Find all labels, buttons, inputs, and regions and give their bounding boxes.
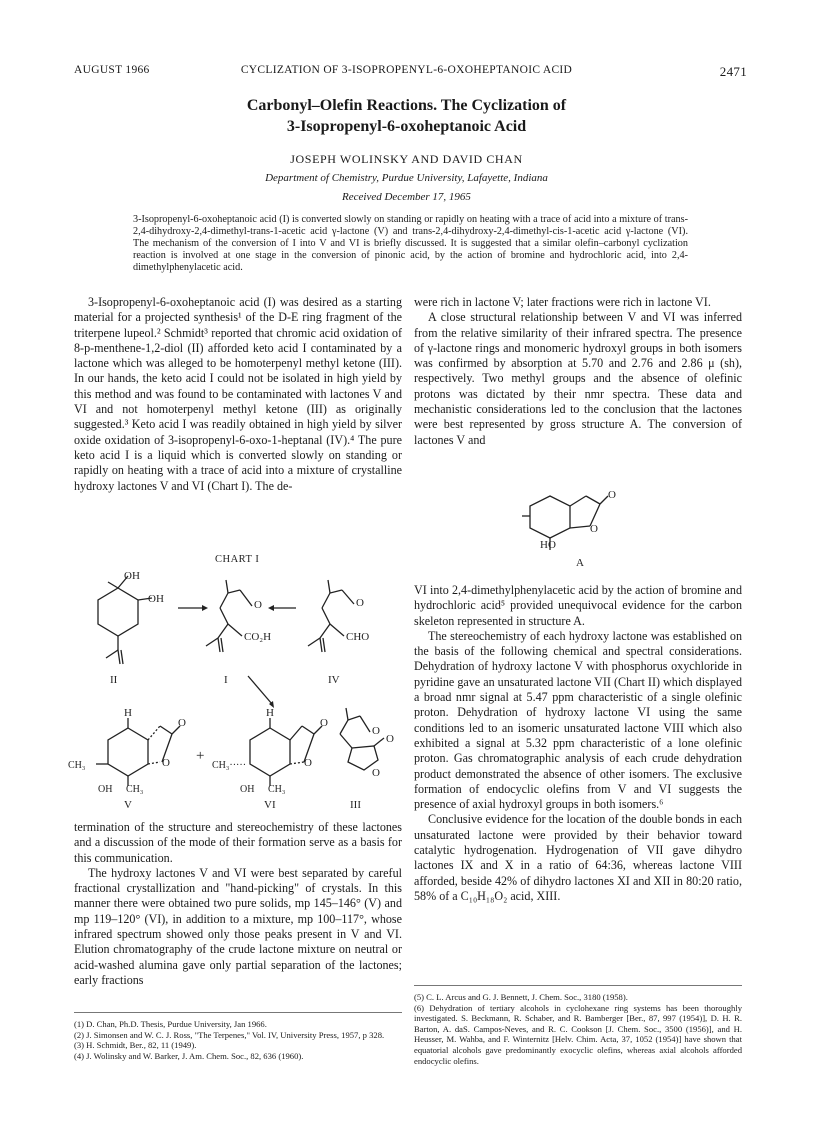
- footnotes-right: [414, 985, 742, 1066]
- atom-o-carbonyl: O: [608, 489, 616, 501]
- running-header-date: AUGUST 1966: [74, 64, 150, 76]
- atom-o-ring: O: [590, 523, 598, 535]
- label-iii: III: [350, 799, 361, 810]
- structure-vi: [212, 707, 328, 810]
- body-right-mid: [414, 583, 742, 904]
- received-date: Received December 17, 1965: [342, 191, 471, 203]
- plus-sign: +: [196, 748, 205, 764]
- atom-o: O: [162, 757, 170, 769]
- structure-v: [68, 707, 186, 810]
- atom-ch3: CH₃: [126, 784, 144, 795]
- structure-a-label: A: [576, 557, 584, 569]
- atom-co2h: CO₂H: [244, 631, 272, 643]
- authors: JOSEPH WOLINSKY AND DAVID CHAN: [290, 152, 523, 166]
- title-line-1: Carbonyl–Olefin Reactions. The Cyclization of: [246, 97, 567, 114]
- abstract: 3-Isopropenyl-6-oxoheptanoic acid (I) is converted slowly on standing or rapidly on heating with a trace of acid into a mixture of trans-2,4-dihydroxy-2,4-dimethyl-trans-1-acetic acid γ-lactone (V) and trans-2,4-dihydroxy-2,4-dimethyl-cis-1-acetic acid γ-lactone (VI). The mechanism of the conversion of I into V and VI is briefly discussed. It is suggested that a similar olefin–carbonyl cyclization reaction is involved at one stage in the conversion of pinonic acid, by the action of bromine and hydrochloric acid, into 2,4-dimethylphenylacetic acid.: [133, 214, 688, 273]
- paragraph: Conclusive evidence for the location of the double bonds in each unsaturated lactone were provided by their behavior toward catalytic hydrogenation. Hydrogenation of VII gave dihydro lactones IX and X in a ratio of 64:36, whereas lactone VIII afforded, beside 42% of dihydro lactones XI and XII in 80:20 ratio, 58% of a C₁₀H₁₈O₂ acid, XIII.: [414, 812, 742, 903]
- atom-o: O: [356, 597, 364, 609]
- paragraph: VI into 2,4-dimethylphenylacetic acid by the action of bromine and hydrochloric acid⁵ provided unequivocal evidence for the carbon skeleton represented in structure A.: [414, 583, 742, 628]
- paragraph: termination of the structure and stereochemistry of these lactones and a discussion of the mode of their formation serve as a basis for this communication.: [74, 820, 402, 865]
- footnote: (5) C. L. Arcus and G. J. Bennett, J. Chem. Soc., 3180 (1958).: [414, 992, 628, 1002]
- atom-o: O: [320, 717, 328, 729]
- paragraph: 3-Isopropenyl-6-oxoheptanoic acid (I) was desired as a starting material for a projected synthesis¹ of the D-E ring fragment of the triterpene lupeol.² Schmidt³ reported that chromic acid oxidation of 8-p-menthene-1,2-diol (II) afforded keto acid I contaminated by a lactone which was alleged to be homoterpenyl methyl ketone (III). In our hands, the keto acid I could not be isolated in high yield by this method and was found to be contaminated with lactones V and VI and not homoterpenyl methyl ketone (III) as originally suggested.³ Keto acid I was readily obtained in high yield by silver oxide oxidation of 3-isopropenyl-6-oxo-1-heptanal (IV).⁴ The pure keto acid I is a liquid which is converted slowly on standing or rapidly on heating with a trace of acid into a mixture of crystalline hydroxy lactones V and VI (Chart I). The de-: [74, 295, 402, 493]
- paragraph: A close structural relationship between V and VI was inferred from the relative similarity of their infrared spectra. The presence of γ-lactone rings and monomeric hydroxyl groups in both isomers was confirmed by absorption at 5.70 and 2.76 and 2.86 μ (sh), respectively. Two methyl groups and the absence of olefinic protons was dictated by their nmr spectra. These data and mechanistic considerations led to the conclusion that the lactones were best represented by gross structure A. The conversion of lactones V and: [414, 310, 742, 447]
- paragraph: The stereochemistry of each hydroxy lactone was established on the basis of the following chemical and spectral considerations. Dehydration of hydroxy lactone V with phosphorus oxychloride in pyridine gave an unsaturated lactone VII (Chart II) which displayed a broad nmr signal at 5.47 ppm characteristic of a single olefinic proton. Dehydration of hydroxy lactone VI using the same conditions led to an isomeric unsaturated lactone VIII which also exhibited a signal at 5.32 ppm characteristic of a lone olefinic proton. Gas chromatographic analysis of each crude dehydration product demonstrated the absence of other isomers. The exclusive formation of endocyclic olefins from V and VI suggests the presence of axial hydroxyl groups in both isomers.⁶: [414, 628, 742, 812]
- label-v: V: [124, 799, 132, 810]
- paragraph: The hydroxy lactones V and VI were best separated by careful fractional crystallization and "hand-picking" of crystals. In this manner there were obtained two pure solids, mp 145–146° (V) and mp 119–120° (VI), in addition to a mixture, mp 100–117°, whose infrared spectrum showed only those peaks present in V and VI. Elution chromatography of the crude lactone mixture on neutral or acid-washed alumina gave only partial separation of the lactones; early fractions: [74, 865, 402, 987]
- atom-oh: OH: [240, 784, 255, 795]
- atom-o: O: [254, 599, 262, 611]
- body-left-bottom: [74, 820, 402, 988]
- label-i: I: [224, 674, 228, 686]
- footnote: (1) D. Chan, Ph.D. Thesis, Purdue University, Jan 1966.: [74, 1019, 267, 1029]
- atom-cho: CHO: [346, 631, 370, 643]
- atom-oh: OH: [124, 570, 140, 582]
- structure-i: [206, 580, 271, 686]
- affiliation: Department of Chemistry, Purdue University, Lafayette, Indiana: [265, 172, 548, 184]
- body-left-top: [74, 295, 402, 494]
- paragraph: were rich in lactone V; later fractions were rich in lactone VI.: [414, 295, 711, 309]
- atom-o: O: [386, 733, 394, 745]
- article-title: [0, 95, 813, 137]
- atom-o: O: [372, 725, 380, 737]
- body-right-top: [414, 295, 742, 448]
- atom-oh: OH: [98, 784, 113, 795]
- atom-ch3: CH₃·····: [212, 760, 247, 771]
- atom-ch3: CH₃: [68, 760, 86, 771]
- structure-iii: [340, 708, 394, 810]
- atom-o: O: [178, 717, 186, 729]
- atom-o: O: [372, 767, 380, 779]
- structure-iv: [308, 580, 369, 686]
- label-iv: IV: [328, 674, 340, 686]
- atom-h: H: [124, 707, 132, 719]
- atom-ch3: CH₃: [268, 784, 286, 795]
- atom-h: H: [266, 707, 274, 719]
- chart-caption: CHART I: [215, 554, 260, 565]
- footnotes-left: [74, 1012, 402, 1061]
- running-header-title: CYCLIZATION OF 3-ISOPROPENYL-6-OXOHEPTANOIC ACID: [240, 64, 573, 76]
- atom-oh: OH: [148, 593, 164, 605]
- footnote: (4) J. Wolinsky and W. Barker, J. Am. Chem. Soc., 82, 636 (1960).: [74, 1050, 304, 1061]
- title-line-2: 3-Isopropenyl-6-oxoheptanoic Acid: [286, 118, 527, 135]
- footnote: (3) H. Schmidt, Ber., 82, 11 (1949).: [74, 1040, 197, 1051]
- structure-ii: [98, 570, 164, 686]
- footnote: (2) J. Simonsen and W. C. J. Ross, "The Terpenes," Vol. IV, University Press, 1957, p 328.: [74, 1029, 385, 1040]
- label-ii: II: [110, 674, 118, 686]
- footnote: (6) Dehydration of tertiary alcohols in cyclohexane ring systems has been thoroughly investigated. S. Beckmann, R. Schaber, and R. Bamberger [Ber., 87, 997 (1954)], D. H. R. Barton, A. daS. Campos-Neves, and R. C. Cookson [J. Chem. Soc., 3500 (1956)], and H. Heusser, M. Wahba, and F. Winternitz [Helv. Chim. Acta, 37, 1052 (1954)] have shown that equatorial alcohols gave predominantly exocyclic olefins, whereas axial alcohols afforded endocyclic olefins.: [414, 1002, 742, 1066]
- structure-a: [520, 482, 650, 582]
- atom-ho: HO: [540, 539, 556, 551]
- chart-i-scheme: [60, 548, 410, 810]
- page-number: 2471: [719, 64, 747, 79]
- label-vi: VI: [264, 799, 276, 810]
- atom-o: O: [304, 757, 312, 769]
